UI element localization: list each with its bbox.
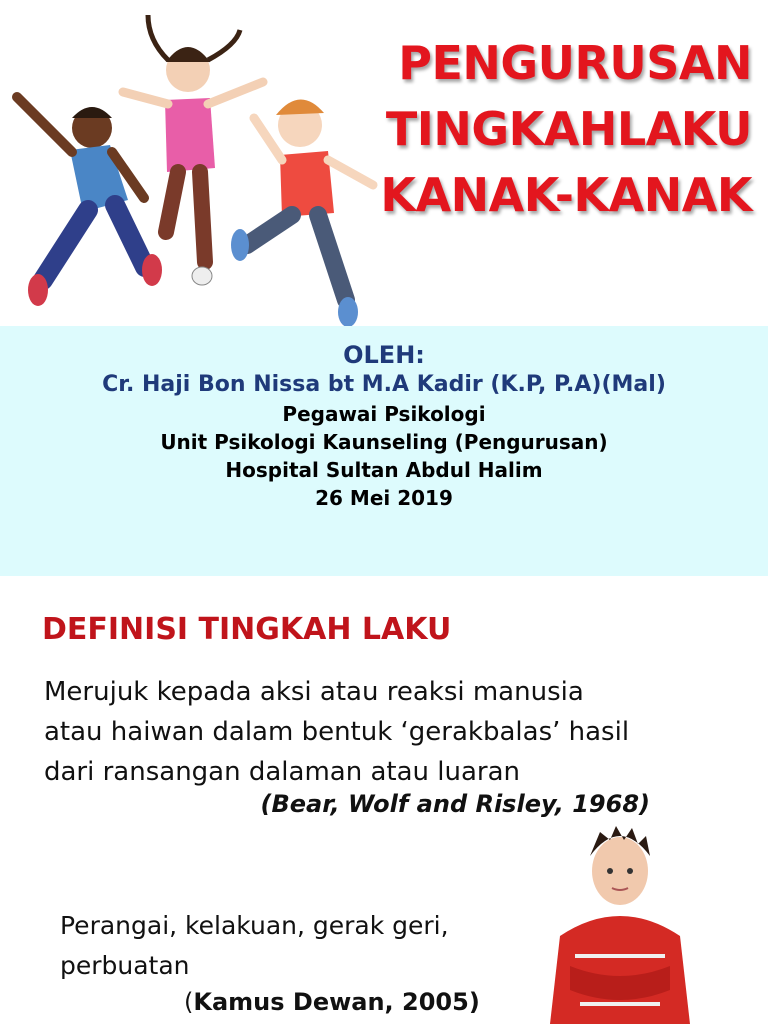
author-position: Pegawai Psikologi	[282, 402, 486, 426]
definition-2-line-2: perbuatan	[60, 951, 190, 980]
definition-heading: DEFINISI TINGKAH LAKU	[42, 612, 452, 647]
title-line-3: KANAK-KANAK	[380, 168, 752, 222]
author-unit: Unit Psikologi Kaunseling (Pengurusan)	[160, 430, 608, 454]
child-left	[17, 97, 162, 306]
reference-2-open: (	[184, 988, 194, 1016]
definition-line-1: Merujuk kepada aksi atau reaksi manusia	[44, 677, 584, 707]
author-name: Cr. Haji Bon Nissa bt M.A Kadir (K.P, P.A)(Mal)	[102, 372, 666, 397]
title-line-2: TINGKAHLAKU	[385, 102, 752, 156]
definition-reference-2	[184, 988, 480, 1016]
author-hospital: Hospital Sultan Abdul Halim	[225, 458, 543, 482]
definition-line-2: atau haiwan dalam bentuk ‘gerakbalas’ hasil	[44, 717, 630, 747]
definition-2-line-1: Perangai, kelakuan, gerak geri,	[60, 911, 449, 940]
oleh-label: OLEH:	[343, 341, 425, 369]
slide-definition	[0, 576, 768, 1024]
presenter-info-box	[0, 326, 768, 576]
presentation-date: 26 Mei 2019	[315, 486, 453, 510]
definition-text	[44, 672, 724, 792]
definition-reference-1: (Bear, Wolf and Risley, 1968)	[260, 790, 650, 818]
definition-2-text	[60, 906, 520, 986]
definition-line-3: dari ransangan dalaman atau luaran	[44, 757, 520, 787]
slide-title-text	[372, 30, 752, 228]
reference-2-text: Kamus Dewan, 2005)	[193, 988, 480, 1016]
jumping-children-illustration	[0, 0, 390, 330]
boy-arms-crossed-photo	[540, 826, 700, 1024]
child-right	[231, 99, 373, 327]
title-line-1: PENGURUSAN	[398, 36, 752, 90]
